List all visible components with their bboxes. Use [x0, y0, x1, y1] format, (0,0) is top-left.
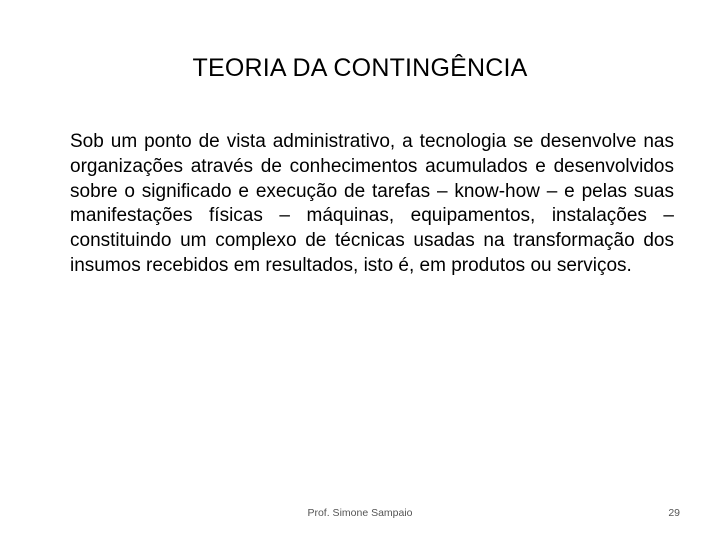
slide-title-text: TEORIA DA CONTINGÊNCIA: [192, 54, 528, 82]
slide-title: [0, 52, 720, 84]
page-number: 29: [668, 507, 680, 519]
slide-body-paragraph: Sob um ponto de vista administrativo, a tecnologia se desenvolve nas organizações através de conhecimentos acumulados e desenvolvidos sobre o significado e execução de tarefas – know-how – e pelas suas manifestações físicas – máquinas, equipamentos, instalações – constituindo um complexo de técnicas usadas na transformação dos insumos recebidos em resultados, isto é, em produtos ou serviços.: [70, 131, 674, 276]
footer-author: Prof. Simone Sampaio: [307, 507, 413, 519]
